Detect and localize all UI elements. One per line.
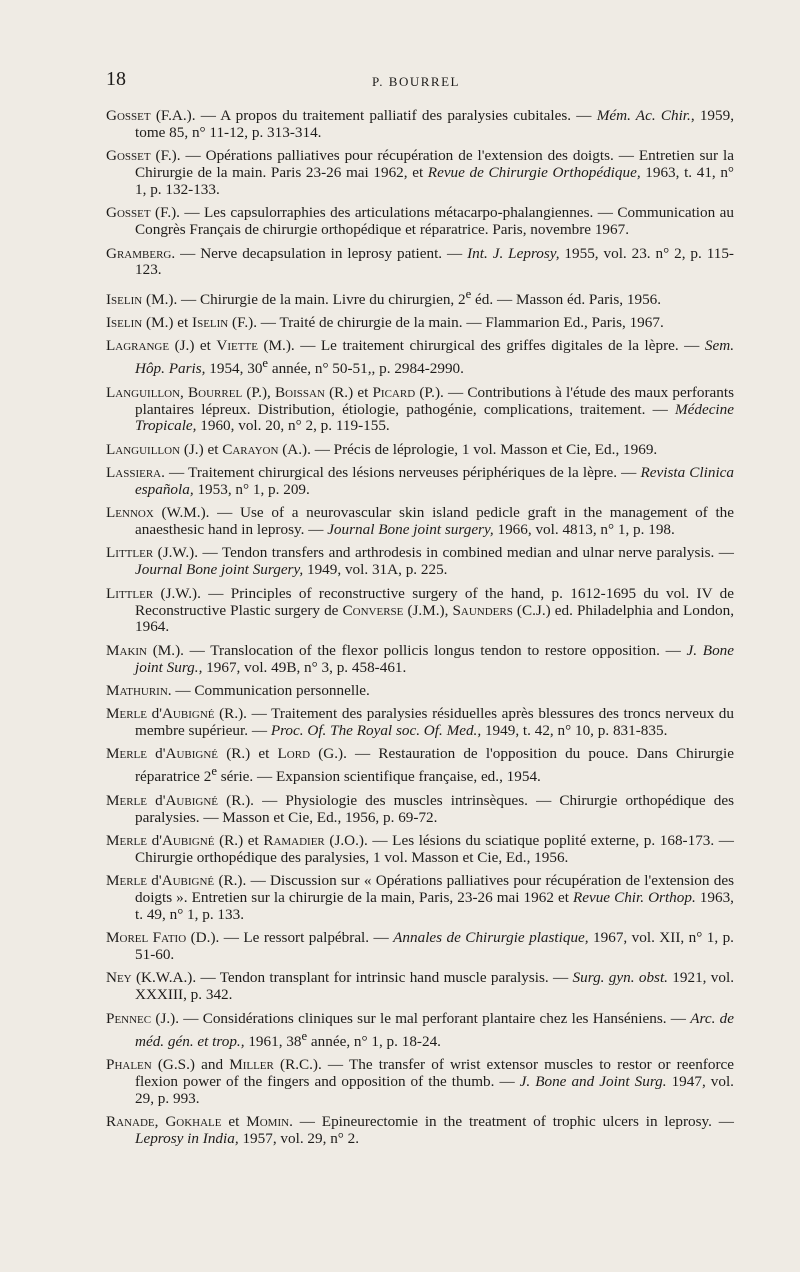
reference-text: d'	[147, 705, 162, 723]
author-name: Gokhale	[165, 1113, 222, 1131]
reference-text: e	[465, 286, 472, 301]
author-name: Languillon	[106, 383, 181, 401]
journal-title: Journal Bone joint surgery,	[327, 521, 494, 539]
reference-text: et	[221, 1113, 247, 1131]
reference-text: (R.) et	[324, 383, 373, 401]
reference-text: 1954, 30	[205, 360, 263, 378]
journal-title: Sem. Hôp. Paris,	[135, 337, 734, 378]
reference-entry	[106, 315, 734, 332]
reference-text: (G.). — Restauration de l'opposition du pouce. Dans Chirurgie réparatrice 2	[135, 745, 734, 786]
reference-text: (R.). — Traitement des paralysies résiduelles après blessures des troncs nerveux du membre supérieur. —	[135, 705, 734, 740]
journal-title: Leprosy in India,	[135, 1129, 239, 1147]
reference-text: (J.O.). — Les lésions du sciatique poplité externe, p. 168-173. — Chirurgie orthopédique des paralysies, 1 vol. Masson et Cie, Ed., 1956.	[135, 831, 734, 866]
reference-text: (J.) et	[180, 440, 223, 458]
reference-text: (P.). — Contributions à l'étude des maux perforants plantaires lépreux. Distribution, étiologie, pathogénie, complications, traitement. —	[135, 383, 734, 418]
author-name: Carayon	[222, 440, 279, 458]
author-name: Picard	[372, 383, 416, 401]
reference-entry	[106, 586, 734, 637]
page-number: 18	[106, 68, 126, 90]
reference-text: (J.M.),	[403, 601, 453, 619]
reference-text: 1967, vol. 49B, n° 3, p. 458-461.	[202, 658, 407, 676]
reference-text: éd. — Masson éd. Paris, 1956.	[471, 290, 662, 308]
author-name: Aubigné	[165, 745, 219, 763]
reference-text: 1921, vol. XXXIII, p. 342.	[135, 969, 734, 1004]
author-name: Lord	[277, 745, 311, 763]
reference-text: e	[301, 1028, 308, 1043]
author-name: Miller	[229, 1055, 274, 1073]
journal-title: Mém. Ac. Chir.	[596, 107, 691, 124]
reference-text: 1949, vol. 31A, p. 225.	[303, 561, 448, 579]
author-name: Gosset	[106, 107, 151, 124]
author-name: Merle	[106, 745, 147, 763]
author-name: Bourrel	[188, 383, 243, 401]
journal-title: Revue de Chirurgie Orthopédique,	[427, 164, 641, 182]
reference-entry	[106, 545, 734, 579]
reference-entry	[106, 930, 734, 964]
reference-entry	[106, 505, 734, 539]
reference-text: (F.). — Les capsulorraphies des articulations métacarpo-phalangiennes. — Communication au Congrès Français de chirurgie orthopédique et réparatrice. Paris, novembre 1967.	[135, 204, 734, 239]
journal-title: Proc. Of. The Royal soc. Of. Med.,	[270, 722, 482, 740]
author-name: Gosset	[106, 147, 151, 165]
reference-entry	[106, 1114, 734, 1148]
reference-text: 1960, vol. 20, n° 2, p. 119-155.	[196, 417, 390, 435]
journal-title: J. Bone joint Surg.,	[135, 641, 734, 676]
reference-text: (A.). — Précis de léprologie, 1 vol. Masson et Cie, Ed., 1969.	[278, 440, 658, 458]
author-name: Merle	[106, 872, 147, 890]
reference-text: 1947, vol. 29, p. 993.	[135, 1072, 734, 1107]
reference-entry	[106, 1057, 734, 1108]
reference-text: (P.),	[242, 383, 276, 401]
journal-title: Surg. gyn. obst.	[572, 969, 668, 987]
reference-text: 1957, vol. 29, n° 2.	[238, 1129, 360, 1147]
reference-text: (J.W.). — Tendon transfers and arthrodesis in combined median and ulnar nerve paralysis. —	[153, 544, 734, 562]
author-name: Merle	[106, 705, 147, 723]
journal-title: Médecine Tropicale,	[135, 400, 734, 435]
reference-entry	[106, 793, 734, 827]
reference-text: (F.). — Opérations palliatives pour récupération de l'extension des doigts. — Entretien sur la Chirurgie de la main. Paris 23-26 mai 1962, et	[135, 147, 734, 182]
reference-text: (G.S.) and	[151, 1055, 230, 1073]
author-name: Languillon	[106, 440, 181, 458]
journal-title: Journal Bone joint Surgery,	[135, 561, 304, 579]
journal-title: Revista Clinica española,	[135, 464, 735, 498]
reference-entry	[106, 706, 734, 740]
author-name: Momin	[246, 1113, 290, 1131]
reference-text: 1963, t. 41, n° 1, p. 132-133.	[135, 164, 735, 199]
reference-text: (J.). — Considérations cliniques sur le mal perforant plantaire chez les Hanséniens. —	[151, 1009, 691, 1027]
journal-title: Annales de Chirurgie plastique,	[393, 929, 589, 947]
journal-title: Int. J. Leprosy,	[467, 244, 560, 262]
reference-text: (R.) et	[214, 831, 264, 849]
reference-text: (M.). — Le traitement chirurgical des griffes digitales de la lèpre. —	[257, 337, 705, 355]
author-name: Ney	[106, 969, 132, 987]
journal-title: Arc. de méd. gén. et trop.,	[135, 1009, 734, 1050]
author-name: Ramadier	[263, 831, 325, 849]
reference-text: . — Epineurectomie in the treatment of trophic ulcers in leprosy. —	[289, 1113, 734, 1131]
running-title: P. BOURREL	[372, 74, 460, 89]
author-name: Ranade	[106, 1113, 155, 1131]
reference-text: d'	[147, 831, 162, 849]
author-name: Iselin	[106, 314, 143, 332]
author-name: Aubigné	[161, 705, 215, 723]
journal-title: Revue Chir. Orthop.	[572, 889, 696, 907]
reference-text: d'	[147, 791, 166, 809]
reference-entry	[106, 873, 734, 924]
reference-text: , 1959, tome 85, n° 11-12, p. 313-314.	[135, 107, 735, 141]
reference-entry	[106, 108, 734, 142]
reference-text: (M.) et	[142, 314, 193, 332]
author-name: Littler	[106, 584, 154, 602]
reference-text: (W.M.). — Use of a neurovascular skin island pedicle graft in the management of the anaesthesic hand in leprosy. —	[135, 504, 734, 539]
reference-entry	[106, 970, 734, 1004]
author-name: Converse	[342, 601, 404, 619]
reference-entry	[106, 833, 734, 867]
reference-text: ,	[180, 383, 189, 401]
author-name: Morel Fatio	[106, 929, 187, 947]
reference-text: d'	[147, 872, 162, 890]
reference-text: année, n° 1, p. 18-24.	[307, 1032, 441, 1050]
reference-text: (D.). — Le ressort palpébral. —	[186, 929, 394, 947]
reference-text: (R.). — Physiologie des muscles intrinsèques. — Chirurgie orthopédique des paralysies. — Masson et Cie, Ed., 1956, p. 69-72.	[135, 791, 734, 826]
reference-text: (J.W.). — Principles of reconstructive surgery of the hand, p. 1612-1695 du vol. IV de Reconstructive Plastic surgery de	[135, 584, 734, 619]
author-name: Lagrange	[106, 337, 170, 355]
reference-entry	[106, 1011, 734, 1051]
author-name: Aubigné	[161, 872, 215, 890]
reference-text: (M.). — Chirurgie de la main. Livre du chirurgien, 2	[142, 290, 466, 308]
reference-text: d'	[147, 745, 166, 763]
reference-text: 1961, 38	[244, 1032, 302, 1050]
reference-text: 1966, vol. 4813, n° 1, p. 198.	[493, 521, 675, 539]
author-name: Mathurin	[106, 681, 168, 699]
author-name: Gramberg	[106, 244, 172, 262]
reference-text: 1949, t. 42, n° 10, p. 831-835.	[481, 722, 668, 740]
author-name: Merle	[106, 791, 147, 809]
reference-text: (F.A.). — A propos du traitement palliatif des paralysies cubitales. —	[150, 107, 597, 124]
reference-entry	[106, 286, 734, 309]
author-name: Aubigné	[165, 791, 218, 809]
reference-text: e	[262, 356, 269, 371]
bibliography-list	[106, 108, 734, 1154]
author-name: Lassiera	[106, 464, 162, 482]
reference-entry	[106, 683, 734, 700]
reference-entry	[106, 442, 734, 459]
author-name: Viette	[216, 337, 258, 355]
author-name: Lennox	[106, 504, 154, 522]
reference-text: ,	[154, 1113, 166, 1131]
reference-text: année, n° 50-51,, p. 2984-2990.	[268, 360, 464, 378]
reference-text: . — Communication personnelle.	[167, 681, 370, 699]
journal-title: J. Bone and Joint Surg.	[519, 1072, 667, 1090]
reference-text: (K.W.A.). — Tendon transplant for intrinsic hand muscle paralysis. —	[131, 969, 573, 987]
reference-text: . — Nerve decapsulation in leprosy patient. —	[171, 244, 468, 262]
author-name: Pennec	[106, 1009, 152, 1027]
reference-text: 1953, n° 1, p. 209.	[193, 480, 310, 498]
author-name: Makin	[106, 641, 147, 659]
reference-text: (C.J.) ed. Philadelphia and London, 1964.	[135, 601, 735, 636]
reference-entry	[106, 338, 734, 378]
reference-entry	[106, 643, 734, 677]
author-name: Boissan	[275, 383, 325, 401]
author-name: Gosset	[106, 204, 151, 222]
reference-text: (R.) et	[218, 745, 278, 763]
reference-text: (R.). — Discussion sur « Opérations palliatives pour récupération de l'extension des doigts ». Entretien sur la chirurgie de la main, Paris, 23-26 mai 1962 et	[135, 872, 734, 907]
reference-entry	[106, 385, 734, 436]
reference-text: (J.) et	[169, 337, 217, 355]
reference-entry	[106, 205, 734, 239]
author-name: Littler	[106, 544, 154, 562]
reference-text: (M.). — Translocation of the flexor pollicis longus tendon to restore opposition. —	[147, 641, 687, 659]
author-name: Aubigné	[161, 831, 215, 849]
reference-text: 1955, vol. 23. n° 2, p. 115-123.	[135, 244, 734, 279]
author-name: Merle	[106, 831, 147, 849]
reference-text: e	[211, 764, 217, 779]
author-name: Iselin	[192, 314, 229, 332]
reference-text: (R.C.). — The transfer of wrist extensor muscles to restor or reenforce flexion power of the fingers and opposition of the thumb. —	[135, 1055, 734, 1090]
author-name: Phalen	[106, 1055, 152, 1073]
reference-text: 1967, vol. XII, n° 1, p. 51-60.	[135, 929, 734, 964]
reference-entry	[106, 465, 734, 499]
reference-text: 1963, t. 49, n° 1, p. 133.	[135, 889, 734, 923]
reference-entry	[106, 746, 734, 786]
reference-text: (F.). — Traité de chirurgie de la main. — Flammarion Ed., Paris, 1967.	[228, 314, 664, 332]
reference-text: . — Traitement chirurgical des lésions nerveuses périphériques de la lèpre. —	[161, 464, 641, 482]
author-name: Iselin	[106, 290, 143, 308]
reference-entry	[106, 246, 734, 280]
reference-text: série. — Expansion scientifique française, ed., 1954.	[216, 768, 541, 786]
author-name: Saunders	[452, 601, 513, 619]
reference-entry	[106, 148, 734, 199]
